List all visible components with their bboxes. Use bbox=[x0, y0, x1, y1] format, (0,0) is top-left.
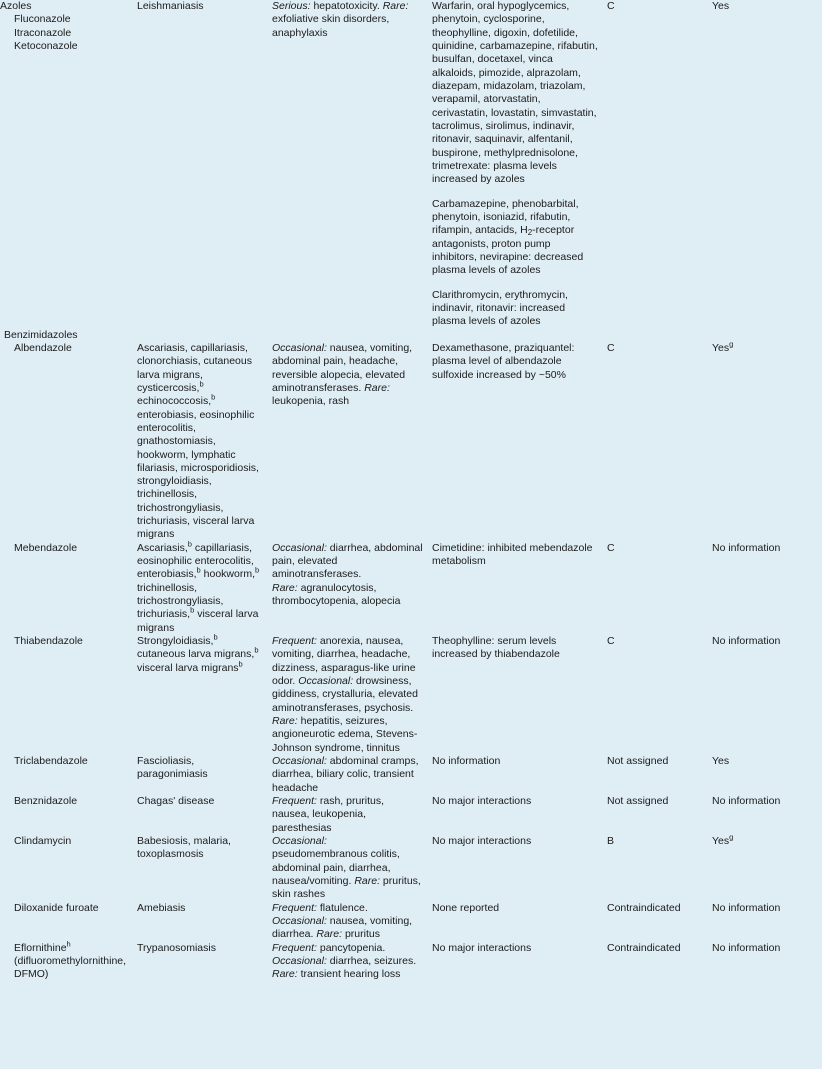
cell-pregnancy: B bbox=[607, 835, 712, 902]
adverse-lead: Occasional: bbox=[272, 541, 327, 554]
footnote-marker: b bbox=[196, 565, 201, 575]
adverse-text: leukopenia, rash bbox=[272, 395, 350, 408]
adverse-text: pruritus, skin rashes bbox=[272, 875, 421, 901]
adverse-lead: Occasional: bbox=[272, 914, 327, 927]
cell-children: Yes bbox=[712, 0, 822, 329]
adverse-text: agranulocytosis, thrombocytopenia, alopecia bbox=[272, 581, 401, 608]
section-band-filler bbox=[432, 329, 607, 342]
table-row bbox=[0, 835, 822, 902]
table-row bbox=[0, 542, 822, 635]
cell-adverse-effects bbox=[272, 635, 432, 755]
adverse-lead: Rare: bbox=[272, 715, 298, 728]
adverse-text: flatulence. bbox=[316, 901, 368, 914]
drug-name: Benznidazole bbox=[14, 795, 78, 808]
cell-children: Yes bbox=[712, 755, 822, 795]
cell-adverse-effects bbox=[272, 942, 432, 982]
footnote-marker: h bbox=[66, 939, 71, 949]
adverse-text: nausea, vomiting, diarrhea. bbox=[272, 914, 413, 941]
adverse-text: pancytopenia. bbox=[316, 941, 386, 954]
adverse-text: nausea, vomiting, abdominal pain, headache, reversible alopecia, elevated aminotransferases. bbox=[272, 341, 413, 394]
drug-name: Clindamycin bbox=[14, 835, 72, 848]
cell-adverse-effects bbox=[272, 902, 432, 942]
cell-children: No information bbox=[712, 635, 822, 755]
table-row bbox=[0, 635, 822, 755]
adverse-lead: Rare: bbox=[272, 581, 298, 594]
adverse-text: hepatotoxicity. bbox=[310, 0, 383, 12]
section-label: Benzimidazoles bbox=[0, 329, 137, 342]
adverse-lead: Rare: bbox=[382, 0, 409, 12]
adverse-text: diarrhea, seizures. bbox=[326, 954, 417, 967]
adverse-lead: Frequent: bbox=[272, 901, 317, 914]
footnote-marker: b bbox=[254, 645, 259, 655]
adverse-lead: Rare: bbox=[354, 875, 380, 887]
cell-pregnancy: C bbox=[607, 542, 712, 635]
footnote-marker: g bbox=[729, 832, 734, 842]
adverse-text: rash, pruritus, nausea, leukopenia, paresthesias bbox=[272, 795, 385, 834]
adverse-lead: Rare: bbox=[272, 968, 298, 981]
cell-children bbox=[712, 832, 822, 902]
footnote-marker: b bbox=[199, 379, 204, 389]
cell-interactions: Dexamethasone, praziquantel: plasma level of albendazole sulfoxide increased by ~50% bbox=[432, 342, 607, 542]
cell-interactions: No major interactions bbox=[432, 942, 607, 982]
cell-indications: Fascioliasis, paragonimiasis bbox=[137, 755, 272, 795]
drug-name: Azoles bbox=[0, 0, 32, 12]
section-band-filler bbox=[607, 329, 712, 342]
cell-interactions: No information bbox=[432, 755, 607, 795]
footnote-marker: b bbox=[255, 565, 260, 575]
section-band-filler bbox=[137, 329, 272, 342]
cell-interactions: No major interactions bbox=[432, 795, 607, 835]
interaction-paragraph: Clarithromycin, erythromycin, indinavir, ritonavir: increased plasma levels of azoles bbox=[432, 288, 568, 328]
adverse-text: pseudomembranous colitis, abdominal pain, diarrhea, nausea/vomiting. bbox=[272, 848, 400, 887]
table-row bbox=[0, 795, 822, 835]
cell-interactions bbox=[432, 0, 607, 329]
footnote-marker: b bbox=[190, 605, 195, 615]
adverse-text: abdominal cramps, diarrhea, biliary colic, transient headache bbox=[272, 755, 419, 794]
cell-adverse-effects bbox=[272, 755, 432, 795]
cell-pregnancy: Not assigned bbox=[607, 755, 712, 795]
drug-subitem: Fluconazole bbox=[14, 13, 71, 26]
cell-indications: Strongyloidiasis,$^b$ cutaneous larva migrans,$^b$ visceral larva migrans$^b$ bbox=[137, 635, 272, 755]
section-band-benzimidazoles bbox=[0, 329, 822, 342]
cell-children: No information bbox=[712, 542, 822, 635]
adverse-lead: Frequent: bbox=[272, 941, 317, 954]
interaction-paragraph: Carbamazepine, phenobarbital, phenytoin, isoniazid, rifabutin, rifampin, antacids, H2-receptor antagonists, proton pump inhibitors, nevirapine: decreased plasma levels of azoles bbox=[432, 197, 584, 277]
cell-adverse-effects bbox=[272, 835, 432, 902]
footnote-marker: b bbox=[187, 539, 192, 549]
cell-children: No information bbox=[712, 902, 822, 942]
cell-interactions: No major interactions bbox=[432, 835, 607, 902]
cell-indications: Ascariasis, capillariasis, clonorchiasis, cutaneous larva migrans, cysticercosis,$^b$ echinococcosis,$^b$ enterobiasis, eosinophilic enterocolitis, gnathostomiasis, hookworm, lymphatic filariasis, microsporidiosis, strongyloidiasis, trichinellosis, trichostrongyliasis, trichuriasis, visceral larva migrans bbox=[137, 342, 272, 542]
table-row bbox=[0, 942, 822, 982]
cell-interactions: None reported bbox=[432, 902, 607, 942]
cell-drug bbox=[0, 0, 137, 329]
cell-drug bbox=[0, 902, 137, 942]
adverse-lead: Frequent: bbox=[272, 795, 317, 808]
cell-adverse-effects bbox=[272, 0, 432, 329]
adverse-text: hepatitis, seizures, angioneurotic edema, Stevens-Johnson syndrome, tinnitus bbox=[272, 715, 418, 754]
adverse-text: diarrhea, abdominal pain, elevated aminotransferases. bbox=[272, 541, 423, 581]
drug-name: Diloxanide furoate bbox=[14, 901, 99, 914]
cell-adverse-effects bbox=[272, 795, 432, 835]
table-row bbox=[0, 902, 822, 942]
cell-indications: Ascariasis,$^b$ capillariasis, eosinophilic enterocolitis, enterobiasis,$^b$ hookworm,$^b$ trichinellosis, trichostrongyliasis, trichuriasis,$^b$ visceral larva migrans bbox=[137, 542, 272, 635]
adverse-lead: Serious: bbox=[272, 0, 311, 12]
adverse-lead: Occasional: bbox=[272, 835, 327, 848]
interaction-paragraph: Warfarin, oral hypoglycemics, phenytoin, cyclosporine, theophylline, digoxin, dofetilide, quinidine, carbamazepine, rifabutin, busulfan, docetaxel, vinca alkaloids, pimozide, alprazolam, diazepam, midazolam, triazolam, verapamil, atorvastatin, cerivastatin, lovastatin, simvastatin, tacrolimus, sirolimus, indinavir, ritonavir, saquinavir, alfentanil, buspirone, methylprednisolone, trimetrexate: plasma levels increased by azoles bbox=[432, 0, 598, 186]
drug-name: Thiabendazole bbox=[14, 635, 83, 648]
adverse-text: exfoliative skin disorders, anaphylaxis bbox=[272, 13, 390, 39]
drug-name: Eflornithine$^h$ (difluoromethylornithine, DFMO) bbox=[14, 939, 127, 981]
cell-indications: Leishmaniasis bbox=[137, 0, 272, 329]
drug-subitem: Itraconazole bbox=[14, 26, 72, 39]
footnote-marker: b bbox=[213, 632, 218, 642]
adverse-lead: Occasional: bbox=[298, 675, 354, 688]
table-row bbox=[0, 0, 822, 329]
drug-name: Triclabendazole bbox=[14, 755, 88, 768]
cell-children bbox=[712, 339, 822, 542]
cell-drug bbox=[0, 939, 137, 982]
cell-adverse-effects bbox=[272, 542, 432, 635]
cell-indications: Chagas' disease bbox=[137, 795, 272, 835]
cell-adverse-effects bbox=[272, 342, 432, 542]
adverse-lead: Occasional: bbox=[272, 755, 327, 768]
adverse-lead: Frequent: bbox=[272, 635, 317, 648]
cell-pregnancy: Not assigned bbox=[607, 795, 712, 835]
drug-name: Albendazole bbox=[14, 341, 72, 354]
cell-children: No information bbox=[712, 942, 822, 982]
table-row bbox=[0, 755, 822, 795]
adverse-text: transient hearing loss bbox=[297, 968, 401, 981]
cell-drug bbox=[0, 635, 137, 755]
cell-indications: Amebiasis bbox=[137, 902, 272, 942]
cell-drug bbox=[0, 755, 137, 795]
section-band-filler bbox=[272, 329, 432, 342]
adverse-text: drowsiness, giddiness, crystalluria, elevated aminotransferases, psychosis. bbox=[272, 675, 418, 714]
cell-pregnancy: C bbox=[607, 635, 712, 755]
adverse-lead: Rare: bbox=[316, 928, 343, 941]
cell-drug bbox=[0, 342, 137, 542]
cell-children: No information bbox=[712, 795, 822, 835]
cell-pregnancy: C bbox=[607, 0, 712, 329]
adverse-lead: Occasional: bbox=[272, 341, 327, 354]
table-row bbox=[0, 342, 822, 542]
cell-drug bbox=[0, 835, 137, 902]
cell-indications: Babesiosis, malaria, toxoplasmosis bbox=[137, 835, 272, 902]
cell-drug bbox=[0, 795, 137, 835]
cell-interactions: Cimetidine: inhibited mebendazole metabolism bbox=[432, 542, 607, 635]
cell-interactions: Theophylline: serum levels increased by thiabendazole bbox=[432, 635, 607, 755]
footnote-marker: g bbox=[729, 339, 734, 349]
adverse-text: anorexia, nausea, vomiting, diarrhea, headache, dizziness, asparagus-like urine odor. bbox=[272, 635, 416, 688]
footnote-marker: b bbox=[238, 659, 243, 669]
cell-drug bbox=[0, 542, 137, 635]
cell-indications: Trypanosomiasis bbox=[137, 942, 272, 982]
children-value: Yes bbox=[712, 835, 730, 848]
adverse-text: pruritus bbox=[342, 928, 380, 941]
cell-pregnancy: Contraindicated bbox=[607, 942, 712, 982]
cell-pregnancy: C bbox=[607, 342, 712, 542]
cell-pregnancy: Contraindicated bbox=[607, 902, 712, 942]
adverse-lead: Occasional: bbox=[272, 954, 327, 967]
adverse-lead: Rare: bbox=[364, 381, 390, 394]
footnote-marker: b bbox=[211, 392, 216, 402]
subscript-2: 2 bbox=[527, 228, 533, 238]
drug-subitem: Ketoconazole bbox=[14, 39, 78, 52]
drug-name: Mebendazole bbox=[14, 541, 78, 554]
children-value: Yes bbox=[712, 341, 730, 354]
